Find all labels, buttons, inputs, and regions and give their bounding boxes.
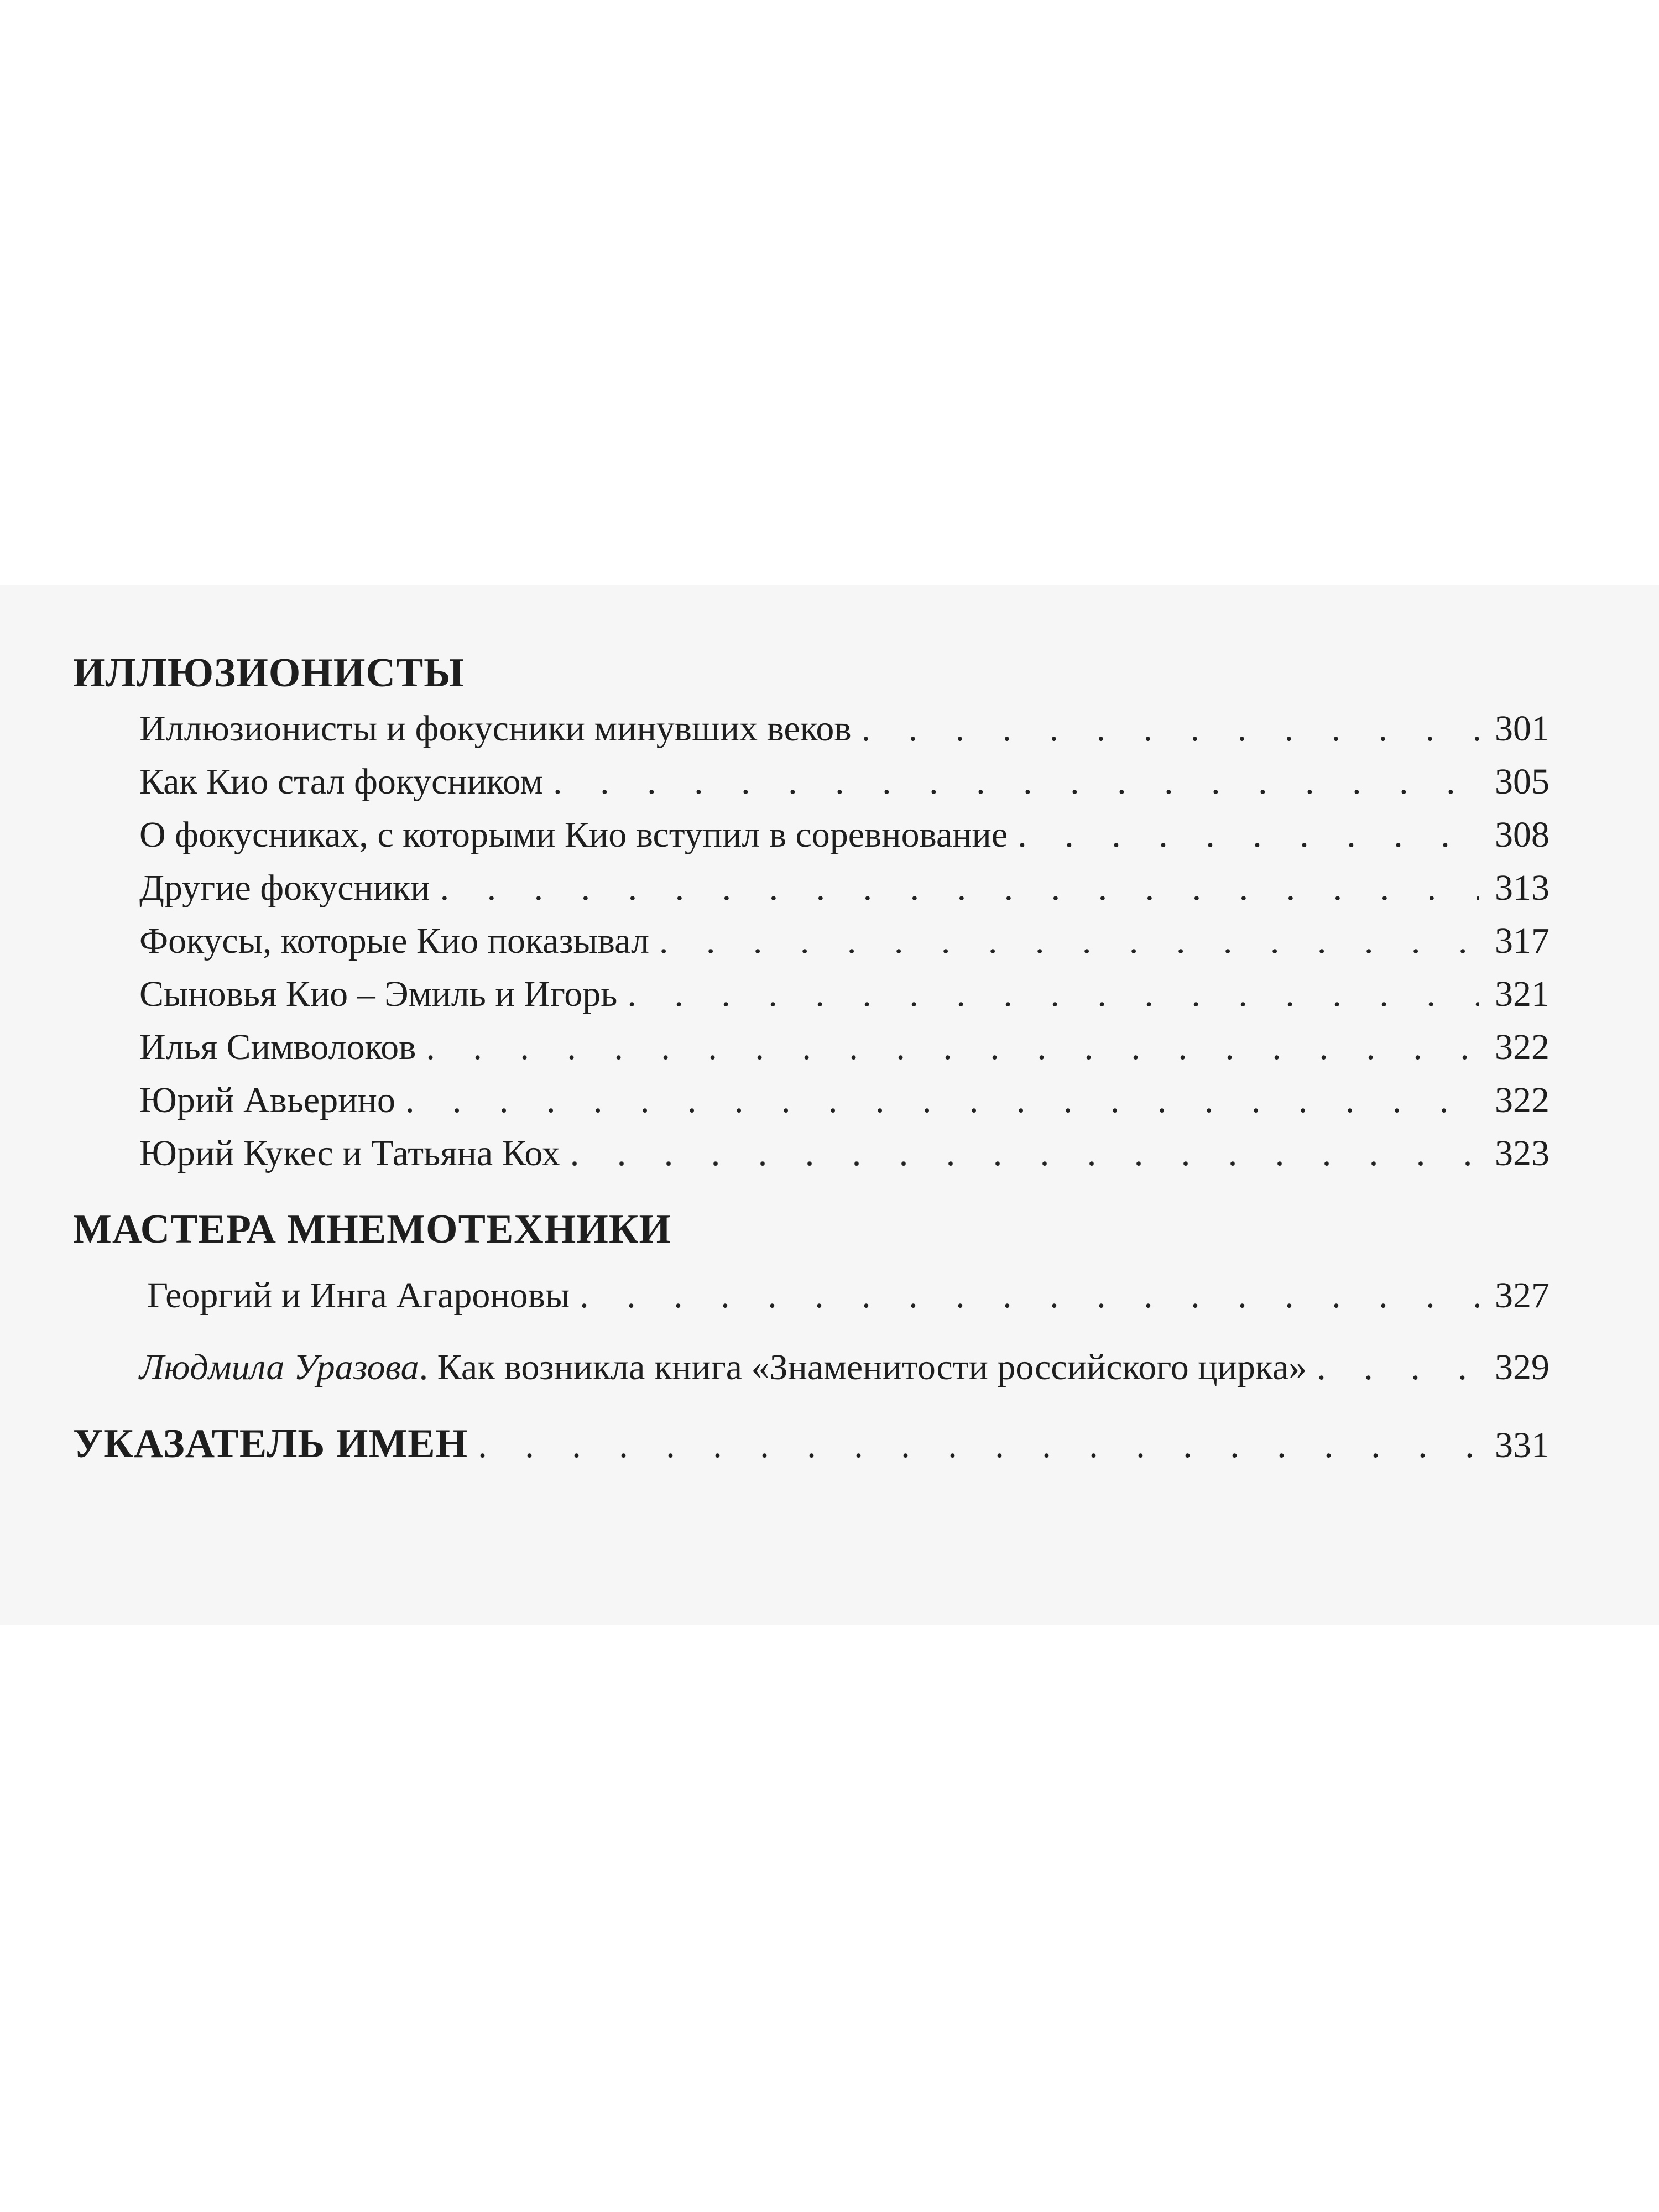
entry-page-number: 305: [1495, 761, 1550, 802]
toc-entry[interactable]: [139, 1021, 1550, 1074]
entry-title: Юрий Авьерино: [139, 1080, 395, 1120]
toc-entry[interactable]: [139, 1260, 1550, 1332]
toc-entry[interactable]: [139, 968, 1550, 1021]
illusionists-entries: [139, 702, 1550, 1180]
table-of-contents: [73, 650, 1550, 1467]
dot-leader: [478, 1425, 1479, 1467]
entry-page-number: 321: [1495, 974, 1550, 1014]
dot-leader: [1018, 808, 1479, 862]
entry-title: Как Кио стал фокусником: [139, 761, 544, 802]
entry-page-number: 301: [1495, 708, 1550, 749]
mnemonics-entries: [139, 1260, 1550, 1404]
dot-leader: [659, 915, 1479, 968]
entry-title: Иллюзионисты и фокусники минувших веков: [139, 708, 852, 749]
entry-title: [139, 1332, 1307, 1404]
entry-title: Илья Символоков: [139, 1027, 416, 1067]
entry-page-number: 331: [1495, 1425, 1550, 1465]
dot-leader: [426, 1021, 1479, 1074]
entry-title-text: . Как возникла книга «Знаменитости российского цирка»: [419, 1347, 1307, 1387]
entry-page-number: 322: [1495, 1080, 1550, 1120]
dot-leader: [1317, 1332, 1479, 1404]
toc-entry[interactable]: [139, 808, 1550, 862]
entry-page-number: 313: [1495, 868, 1550, 908]
entry-page-number: 317: [1495, 921, 1550, 961]
entry-page-number: 329: [1495, 1347, 1550, 1387]
section-heading-illusionists: ИЛЛЮЗИОНИСТЫ: [73, 650, 465, 696]
entry-page-number: 308: [1495, 815, 1550, 855]
entry-title: Фокусы, которые Кио показывал: [139, 921, 649, 961]
toc-entry[interactable]: [139, 862, 1550, 915]
dot-leader: [862, 702, 1479, 755]
entry-page-number: 323: [1495, 1133, 1550, 1173]
dot-leader: [570, 1127, 1479, 1180]
toc-entry[interactable]: [139, 915, 1550, 968]
dot-leader: [580, 1260, 1479, 1332]
entry-title: О фокусниках, с которыми Кио вступил в соревнование: [139, 815, 1008, 855]
toc-entry[interactable]: [139, 1074, 1550, 1127]
entry-author: Людмила Уразова: [139, 1347, 419, 1387]
toc-entry[interactable]: [139, 1332, 1550, 1404]
entry-title: Георгий и Инга Агароновы: [147, 1275, 570, 1316]
dot-leader: [405, 1074, 1479, 1127]
dot-leader: [553, 755, 1479, 808]
section-heading-mnemonics: МАСТЕРА МНЕМОТЕХНИКИ: [73, 1207, 672, 1252]
toc-entry[interactable]: [139, 1127, 1550, 1180]
dot-leader: [627, 968, 1479, 1021]
entry-title: Сыновья Кио – Эмиль и Игорь: [139, 974, 618, 1014]
dot-leader: [440, 862, 1479, 915]
toc-entry-index[interactable]: [73, 1423, 1550, 1467]
entry-page-number: 322: [1495, 1027, 1550, 1067]
toc-entry[interactable]: [139, 702, 1550, 755]
toc-entry[interactable]: [139, 755, 1550, 808]
entry-title: Другие фокусники: [139, 868, 430, 908]
entry-title: Юрий Кукес и Татьяна Кох: [139, 1133, 560, 1173]
entry-page-number: 327: [1495, 1275, 1550, 1316]
section-heading-index: УКАЗАТЕЛЬ ИМЕН: [73, 1421, 468, 1467]
